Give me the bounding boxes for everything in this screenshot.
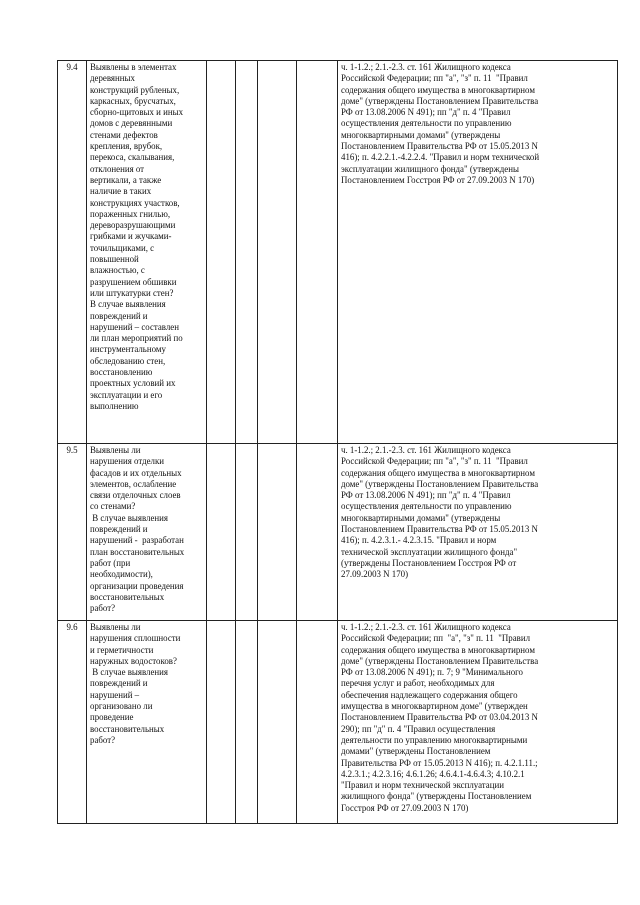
answer-no-cell[interactable] [236, 444, 258, 621]
table-row [58, 444, 618, 621]
note-cell[interactable] [297, 621, 338, 824]
answer-not-applicable-cell[interactable] [258, 61, 297, 444]
note-cell[interactable] [297, 444, 338, 621]
legal-reference: ч. 1-1.2.; 2.1.-2.3. ст. 161 Жилищного кодекса Российской Федерации; пп "а", "з" п. 11 "Правил содержания общего имущества в многоквартирном доме" (утверждены Постановлением Правительства РФ от 13.08.2006 N 491); пп "д" п. 4 "Правил осуществления деятельности по управлению многоквартирными домами" (утверждены Постановлением Правительства РФ от 15.05.2013 N 416); п. 4.2.2.1.-4.2.2.4. "Правил и норм технической эксплуатации жилищного фонда" (утверждены Постановлением Госстроя РФ от 27.09.2003 N 170) [338, 61, 618, 444]
item-number: 9.5 [58, 444, 87, 621]
checklist-page [57, 60, 617, 824]
answer-yes-cell[interactable] [207, 61, 236, 444]
question-text: Выявлены в элементах деревянных конструкций рубленых, каркасных, брусчатых, сборно-щитовых и иных домов с деревянными стенами дефектов крепления, врубок, перекоса, скалывания, отклонения от вертикали, а также наличие в таких конструкциях участков, пораженных гнилью, дереворазрушающими грибками и жучками- точильщиками, с повышенной влажностью, с разрушением обшивки или штукатурки стен? В случае выявления повреждений и нарушений – составлен ли план мероприятий по инструментальному обследованию стен, восстановлению проектных условий их эксплуатации и его выполнению [87, 61, 207, 444]
table-row [58, 621, 618, 824]
item-number: 9.4 [58, 61, 87, 444]
answer-yes-cell[interactable] [207, 444, 236, 621]
legal-reference: ч. 1-1.2.; 2.1.-2.3. ст. 161 Жилищного кодекса Российской Федерации; пп "а", "з" п. 11 "Правил содержания общего имущества в многоквартирном доме" (утверждены Постановлением Правительства РФ от 13.08.2006 N 491); пп "д" п. 4 "Правил осуществления деятельности по управлению многоквартирными домами" (утверждены Постановлением Правительства РФ от 15.05.2013 N 416); п. 4.2.3.1.- 4.2.3.15. "Правил и норм технической эксплуатации жилищного фонда" (утверждены Постановлением Госстроя РФ от 27.09.2003 N 170) [338, 444, 618, 621]
answer-not-applicable-cell[interactable] [258, 621, 297, 824]
item-number: 9.6 [58, 621, 87, 824]
note-cell[interactable] [297, 61, 338, 444]
answer-yes-cell[interactable] [207, 621, 236, 824]
question-text: Выявлены ли нарушения сплошности и герметичности наружных водостоков? В случае выявления повреждений и нарушений – организовано ли проведение восстановительных работ? [87, 621, 207, 824]
answer-no-cell[interactable] [236, 621, 258, 824]
answer-not-applicable-cell[interactable] [258, 444, 297, 621]
table-row [58, 61, 618, 444]
legal-reference: ч. 1-1.2.; 2.1.-2.3. ст. 161 Жилищного кодекса Российской Федерации; пп "а", "з" п. 11 "Правил содержания общего имущества в многоквартирном доме" (утверждены Постановлением Правительства РФ от 13.08.2006 N 491); п. 7; 9 "Минимального перечня услуг и работ, необходимых для обеспечения надлежащего содержания общего имущества в многоквартирном доме" (утвержден Постановлением Правительства РФ от 03.04.2013 N 290); пп "д" п. 4 "Правил осуществления деятельности по управлению многоквартирными домами" (утверждены Постановлением Правительства РФ от 15.05.2013 N 416); п. 4.2.1.11.; 4.2.3.1.; 4.2.3.16; 4.6.1.26; 4.6.4.1-4.6.4.3; 4.10.2.1 "Правил и норм технической эксплуатации жилищного фонда" (утверждены Постановлением Госстроя РФ от 27.09.2003 N 170) [338, 621, 618, 824]
answer-no-cell[interactable] [236, 61, 258, 444]
checklist-table [57, 60, 618, 824]
question-text: Выявлены ли нарушения отделки фасадов и их отдельных элементов, ослабление связи отделочных слоев со стенами? В случае выявления повреждений и нарушений - разработан план восстановительных работ (при необходимости), организации проведения восстановительных работ? [87, 444, 207, 621]
